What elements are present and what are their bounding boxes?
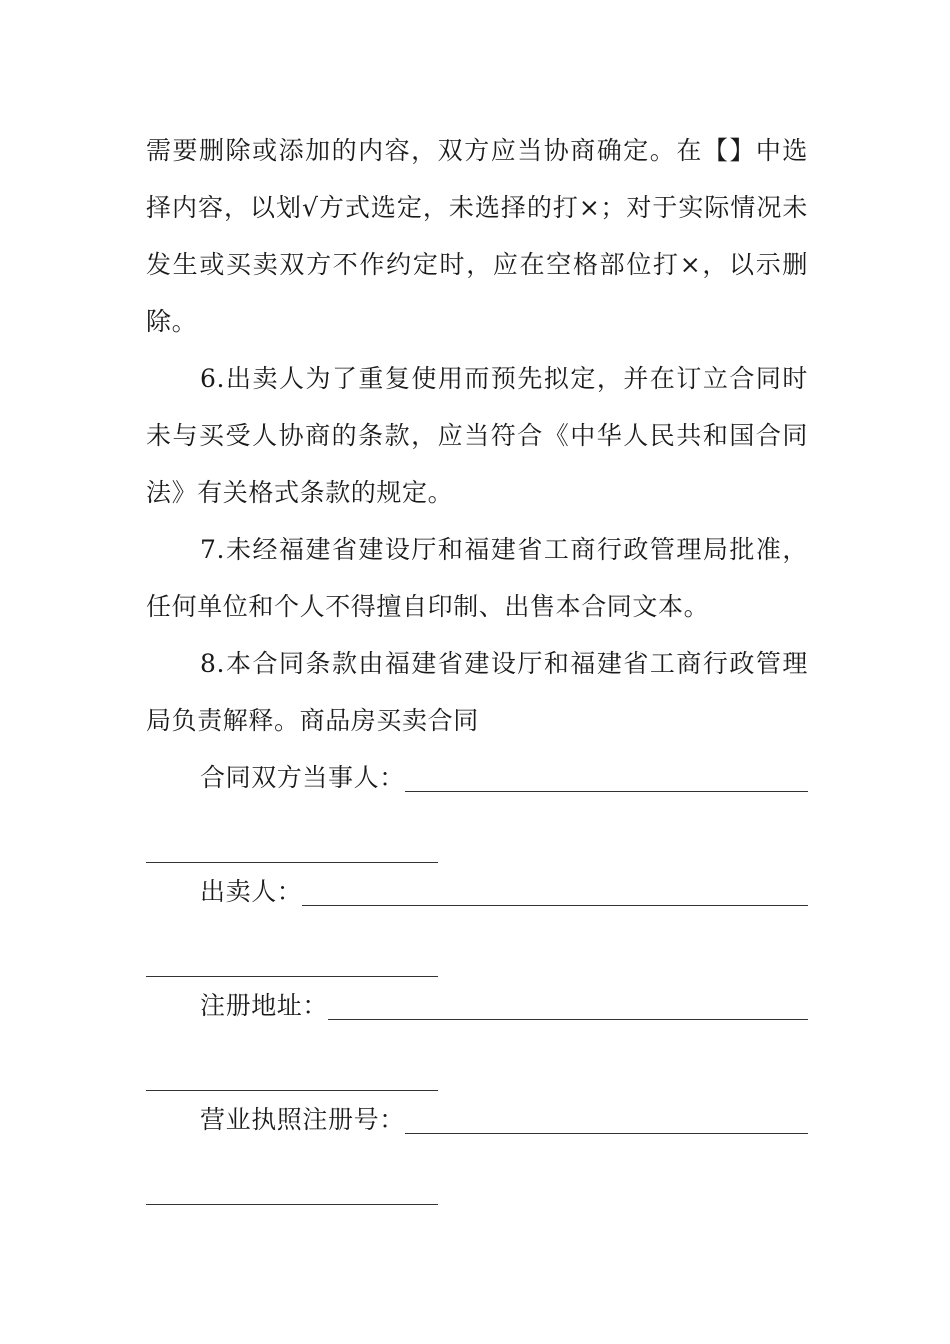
- blank-line-seller: [302, 904, 808, 906]
- field-seller: [146, 863, 808, 977]
- paragraph-item-7: 7.未经福建省建设厅和福建省工商行政管理局批准，任何单位和个人不得擅自印制、出售本合同文本。: [146, 535, 808, 621]
- field-label-address: 注册地址：: [200, 991, 329, 1020]
- blank-line-address: [328, 1018, 808, 1020]
- field-label-parties: 合同双方当事人：: [200, 763, 405, 792]
- paragraph-item-6: 6.出卖人为了重复使用而预先拟定，并在订立合同时未与买受人协商的条款，应当符合《中华人民共和国合同法》有关格式条款的规定。: [146, 364, 808, 507]
- blank-line-parties: [405, 790, 808, 792]
- blank-line-parties-continued: [146, 806, 438, 863]
- field-label-license: 营业执照注册号：: [200, 1105, 405, 1134]
- blank-line-license: [405, 1132, 808, 1134]
- blank-line-address-continued: [146, 1034, 438, 1091]
- blank-line-license-continued: [146, 1148, 438, 1205]
- blank-line-seller-continued: [146, 920, 438, 977]
- field-label-seller: 出卖人：: [200, 877, 303, 906]
- field-address: [146, 977, 808, 1091]
- field-license: [146, 1091, 808, 1205]
- field-parties: [146, 749, 808, 863]
- paragraph-item-8: 8.本合同条款由福建省建设厅和福建省工商行政管理局负责解释。商品房买卖合同: [146, 649, 808, 735]
- document-page: [146, 122, 808, 1205]
- paragraph-continuation: 需要删除或添加的内容，双方应当协商确定。在【】中选择内容，以划√方式选定，未选择的打×；对于实际情况未发生或买卖双方不作约定时，应在空格部位打×，以示删除。: [146, 136, 808, 336]
